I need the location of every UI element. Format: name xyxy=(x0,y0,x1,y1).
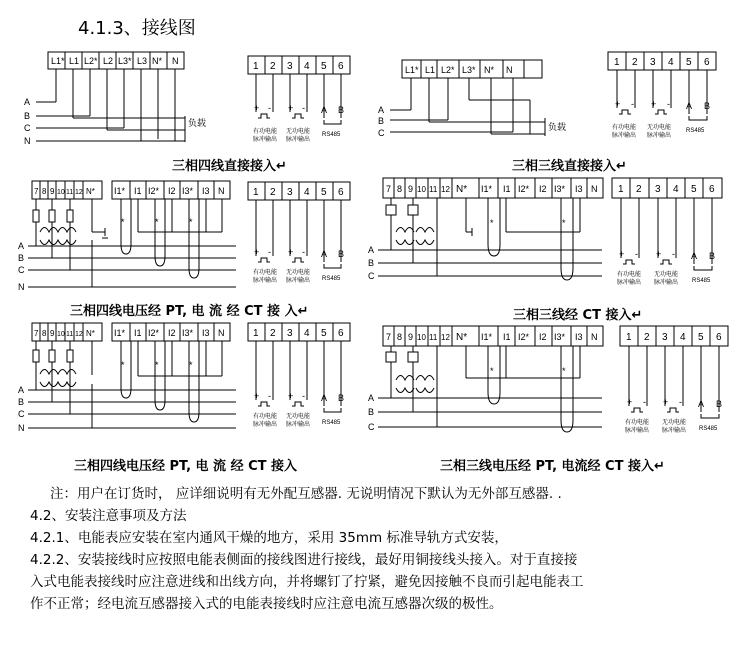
terminal-label: L3* xyxy=(462,65,476,75)
load-label: 负载 xyxy=(548,122,567,132)
rs485-label: RS485 xyxy=(699,426,718,432)
line-label-n: N xyxy=(24,136,31,146)
terminal-label: 2 xyxy=(270,187,276,198)
terminal-label: 9 xyxy=(50,329,55,338)
terminal-label: L1* xyxy=(51,56,65,66)
terminal-label: 7 xyxy=(34,187,39,196)
terminal-label: 12 xyxy=(441,333,450,342)
polarity-star: * xyxy=(562,218,566,228)
rs485-b-label: B xyxy=(704,101,711,111)
terminal-label: L1 xyxy=(425,65,436,75)
terminal-block-ct3 xyxy=(479,326,603,346)
terminal-label: 5 xyxy=(321,187,327,198)
minus-sign: - xyxy=(268,103,271,113)
line-label-n: N xyxy=(18,282,25,292)
caption-3p3w-pt-ct: 三相三线电压经 PT, 电流经 CT 接入↵ xyxy=(440,459,665,474)
pulse-terminal-block xyxy=(608,52,716,70)
plus-sign: + xyxy=(627,397,633,407)
minus-sign: - xyxy=(268,247,271,257)
terminal-label: 8 xyxy=(42,329,47,338)
caption-3p3w-direct: 三相三线直接接入↵ xyxy=(512,159,627,174)
section-4-2-2-line3: 作不正常；经电流互感器接入式的电能表接线时应注意电流互感器次级的极性。 xyxy=(30,596,503,612)
section-4-2-1: 4.2.1、电能表应安装在室内通风干燥的地方，采用 35mm 标准导轨方式安装， xyxy=(30,530,508,546)
line-label-b: B xyxy=(18,397,25,407)
terminal-label: I2* xyxy=(148,186,160,196)
caption-3p4w-pt-ct-2: 三相四线电压经 PT, 电 流 经 CT 接入 xyxy=(74,459,298,474)
polarity-star: * xyxy=(490,218,494,228)
terminal-label: 2 xyxy=(636,184,642,195)
terminal-label: I3* xyxy=(554,184,566,194)
terminal-block-ct4 xyxy=(112,323,230,341)
terminal-label: I3 xyxy=(202,186,210,196)
terminal-label: 1 xyxy=(614,57,620,68)
terminal-label: 6 xyxy=(338,187,344,198)
terminal-label: I3* xyxy=(182,186,194,196)
terminal-label: 5 xyxy=(691,184,697,195)
plus-sign: + xyxy=(288,391,294,401)
terminal-label: 2 xyxy=(644,332,650,343)
terminal-label: N* xyxy=(484,65,495,75)
rs485-a-label: A xyxy=(321,393,328,403)
terminal-label: 6 xyxy=(338,328,344,339)
plus-sign: + xyxy=(254,103,260,113)
active-pulse-label: 脉冲输出 xyxy=(612,133,637,139)
terminal-label: 11 xyxy=(429,185,438,194)
terminal-label: 10 xyxy=(417,333,426,342)
plus-sign: + xyxy=(656,249,662,259)
minus-sign: - xyxy=(672,249,675,259)
terminal-block-pt3 xyxy=(383,326,479,346)
terminal-label: 10 xyxy=(57,189,65,196)
minus-sign: - xyxy=(302,391,305,401)
terminal-label: 11 xyxy=(66,189,74,196)
ordering-note: 注：用户在订货时， 应详细说明有无外配互感器. 无说明情况下默认为无外部互感器. . xyxy=(50,486,562,502)
plus-sign: + xyxy=(651,99,657,109)
polarity-star: * xyxy=(121,217,125,227)
plus-sign: + xyxy=(615,99,621,109)
terminal-label: 5 xyxy=(321,61,327,72)
terminal-label: N* xyxy=(86,329,95,338)
line-label-c: C xyxy=(368,422,375,432)
terminal-label: 4 xyxy=(673,184,679,195)
load-label: 负载 xyxy=(188,118,207,128)
reactive-pulse-label: 无功电能 xyxy=(647,125,672,131)
terminal-label: 3 xyxy=(655,184,661,195)
active-pulse-label: 有功电能 xyxy=(253,414,278,420)
terminal-label: 3 xyxy=(650,57,656,68)
pulse-terminal-block xyxy=(248,182,350,200)
terminal-label: I3* xyxy=(182,328,194,338)
rs485-label: RS485 xyxy=(322,276,341,282)
active-pulse-label: 脉冲输出 xyxy=(253,422,278,428)
polarity-star: * xyxy=(562,366,566,376)
terminal-label: 1 xyxy=(626,332,632,343)
plus-sign: + xyxy=(619,249,625,259)
pulse-terminal-block xyxy=(620,326,728,346)
terminal-label: 12 xyxy=(75,189,83,196)
terminal-label: 1 xyxy=(253,61,259,72)
active-pulse-label: 脉冲输出 xyxy=(253,137,278,143)
terminal-label: 6 xyxy=(716,332,722,343)
rs485-b-label: B xyxy=(338,393,345,403)
minus-sign: - xyxy=(268,391,271,401)
terminal-label: I2* xyxy=(518,332,530,342)
section-heading: 4.1.3、接线图 xyxy=(78,18,196,39)
terminal-label: L2* xyxy=(441,65,455,75)
terminal-label: I3 xyxy=(575,332,583,342)
terminal-label: 5 xyxy=(686,57,692,68)
terminal-block-pt4 xyxy=(32,181,102,199)
terminal-label: 7 xyxy=(386,184,392,194)
plus-sign: + xyxy=(288,247,294,257)
plus-sign: + xyxy=(663,397,669,407)
terminal-label: N* xyxy=(456,332,468,343)
terminal-label: L1 xyxy=(69,56,80,66)
terminal-label: 2 xyxy=(632,57,638,68)
terminal-label: 4 xyxy=(304,187,310,198)
line-label-c: C xyxy=(18,265,25,275)
terminal-label: 4 xyxy=(304,328,310,339)
reactive-pulse-label: 脉冲输出 xyxy=(654,280,679,286)
terminal-label: I1 xyxy=(503,184,511,194)
terminal-label: 1 xyxy=(618,184,624,195)
terminal-block-ct4 xyxy=(112,181,230,199)
line-label-c: C xyxy=(368,271,375,281)
diagram-3p3w-pt-ct xyxy=(368,326,728,434)
terminal-label: N xyxy=(591,332,598,342)
minus-sign: - xyxy=(667,99,670,109)
active-pulse-label: 有功电能 xyxy=(617,272,642,278)
terminal-label: I1 xyxy=(134,186,142,196)
line-label-a: A xyxy=(18,385,25,395)
rs485-b-label: B xyxy=(709,251,716,261)
terminal-label: 2 xyxy=(270,61,276,72)
terminal-label: I3* xyxy=(554,332,566,342)
diagram-3p4w-pt-ct xyxy=(18,181,350,292)
terminal-label: I2 xyxy=(539,184,547,194)
terminal-label: 10 xyxy=(417,185,426,194)
terminal-block-pt3 xyxy=(383,178,479,198)
line-label-b: B xyxy=(368,258,375,268)
polarity-star: * xyxy=(121,360,125,370)
terminal-label: 8 xyxy=(42,187,47,196)
polarity-star: * xyxy=(189,360,193,370)
terminal-block-direct3 xyxy=(402,60,542,78)
minus-sign: - xyxy=(643,397,646,407)
diagram-3p4w-pt-ct-2 xyxy=(18,323,350,433)
reactive-pulse-label: 无功电能 xyxy=(286,129,311,135)
pulse-terminal-block xyxy=(248,323,350,341)
terminal-label: 1 xyxy=(253,187,259,198)
terminal-label: 10 xyxy=(57,331,65,338)
minus-sign: - xyxy=(635,249,638,259)
line-label-a: A xyxy=(24,97,31,107)
line-label-b: B xyxy=(378,116,385,126)
reactive-pulse-label: 脉冲输出 xyxy=(647,133,672,139)
terminal-label: 3 xyxy=(662,332,668,343)
active-pulse-label: 有功电能 xyxy=(625,420,650,426)
section-4-2-2-line2: 入式电能表接线时应注意进线和出线方向，并将螺钉了拧紧，避免因接触不良而引起电能表工 xyxy=(30,574,584,590)
terminal-label: L1* xyxy=(405,65,419,75)
terminal-label: 12 xyxy=(75,331,83,338)
active-pulse-label: 脉冲输出 xyxy=(617,280,642,286)
terminal-label: 2 xyxy=(270,328,276,339)
active-pulse-label: 有功电能 xyxy=(253,270,278,276)
polarity-star: * xyxy=(189,217,193,227)
reactive-pulse-label: 脉冲输出 xyxy=(286,422,311,428)
rs485-b-label: B xyxy=(716,399,723,409)
line-label-a: A xyxy=(378,105,385,115)
terminal-label: L2* xyxy=(84,56,98,66)
terminal-label: 8 xyxy=(397,184,403,194)
terminal-label: N xyxy=(506,65,513,75)
line-label-b: B xyxy=(368,407,375,417)
terminal-label: 7 xyxy=(34,329,39,338)
plus-sign: + xyxy=(254,247,260,257)
reactive-pulse-label: 无功电能 xyxy=(286,414,311,420)
diagram-3p3w-ct xyxy=(368,178,722,286)
minus-sign: - xyxy=(631,99,634,109)
terminal-label: 9 xyxy=(50,187,55,196)
rs485-a-label: A xyxy=(698,399,705,409)
line-label-a: A xyxy=(368,393,375,403)
terminal-block-direct4 xyxy=(48,52,184,69)
active-pulse-label: 有功电能 xyxy=(612,125,637,131)
terminal-label: N xyxy=(218,328,225,338)
terminal-label: 9 xyxy=(408,332,414,342)
active-pulse-label: 有功电能 xyxy=(253,129,278,135)
terminal-label: 1 xyxy=(253,328,259,339)
line-label-n: N xyxy=(18,423,25,433)
reactive-pulse-label: 脉冲输出 xyxy=(662,428,687,434)
terminal-label: I3 xyxy=(202,328,210,338)
pulse-terminal-block xyxy=(248,56,350,74)
caption-3p4w-direct: 三相四线直接接入↵ xyxy=(172,159,287,174)
caption-3p3w-ct: 三相三线经 CT 接入↵ xyxy=(513,308,643,323)
line-label-a: A xyxy=(18,241,25,251)
terminal-label: 8 xyxy=(397,332,403,342)
rs485-label: RS485 xyxy=(692,278,711,284)
rs485-label: RS485 xyxy=(322,132,341,138)
rs485-a-label: A xyxy=(691,251,698,261)
terminal-label: 4 xyxy=(668,57,674,68)
terminal-label: 11 xyxy=(429,333,438,342)
terminal-label: 6 xyxy=(704,57,710,68)
reactive-pulse-label: 无功电能 xyxy=(654,272,679,278)
terminal-label: 11 xyxy=(66,331,74,338)
terminal-block-pt4 xyxy=(32,323,102,341)
terminal-label: 9 xyxy=(408,184,414,194)
rs485-b-label: B xyxy=(338,249,345,259)
terminal-label: I1* xyxy=(481,332,493,342)
line-label-a: A xyxy=(368,245,375,255)
pulse-terminal-block xyxy=(612,178,722,198)
terminal-label: L3 xyxy=(137,56,148,66)
terminal-label: N xyxy=(591,184,598,194)
terminal-label: L2 xyxy=(103,56,114,66)
terminal-label: 5 xyxy=(698,332,704,343)
terminal-label: 12 xyxy=(441,185,450,194)
polarity-star: * xyxy=(155,217,159,227)
terminal-label: I1* xyxy=(114,328,126,338)
polarity-star: * xyxy=(155,360,159,370)
diagram-3p4w-direct xyxy=(24,52,350,146)
minus-sign: - xyxy=(679,397,682,407)
terminal-label: I2 xyxy=(539,332,547,342)
rs485-label: RS485 xyxy=(322,420,341,426)
terminal-label: 3 xyxy=(287,61,293,72)
minus-sign: - xyxy=(302,247,305,257)
rs485-a-label: A xyxy=(686,101,693,111)
reactive-pulse-label: 无功电能 xyxy=(286,270,311,276)
terminal-label: 3 xyxy=(287,187,293,198)
terminal-label: N* xyxy=(456,184,468,195)
section-4-2-2-line1: 4.2.2、安装接线时应按照电能表侧面的接线图进行接线，最好用铜接线头接入。对于直接接 xyxy=(30,552,578,568)
rs485-a-label: A xyxy=(321,105,328,115)
plus-sign: + xyxy=(254,391,260,401)
rs485-a-label: A xyxy=(321,249,328,259)
line-label-b: B xyxy=(24,111,31,121)
terminal-label: 4 xyxy=(680,332,686,343)
plus-sign: + xyxy=(288,103,294,113)
diagram-3p3w-direct xyxy=(378,52,716,139)
reactive-pulse-label: 无功电能 xyxy=(662,420,687,426)
terminal-label: I2* xyxy=(148,328,160,338)
terminal-label: I2 xyxy=(168,328,176,338)
terminal-label: L3* xyxy=(118,56,132,66)
terminal-label: N xyxy=(172,56,179,66)
terminal-label: I3 xyxy=(575,184,583,194)
rs485-label: RS485 xyxy=(686,128,705,134)
terminal-label: 3 xyxy=(287,328,293,339)
terminal-label: 7 xyxy=(386,332,392,342)
reactive-pulse-label: 脉冲输出 xyxy=(286,137,311,143)
terminal-label: 6 xyxy=(709,184,715,195)
line-label-c: C xyxy=(24,123,31,133)
terminal-label: I2* xyxy=(518,184,530,194)
rs485-b-label: B xyxy=(338,105,345,115)
minus-sign: - xyxy=(302,103,305,113)
reactive-pulse-label: 脉冲输出 xyxy=(286,278,311,284)
section-4-2-title: 4.2、安装注意事项及方法 xyxy=(30,508,187,524)
terminal-label: 6 xyxy=(338,61,344,72)
line-label-c: C xyxy=(18,409,25,419)
active-pulse-label: 脉冲输出 xyxy=(253,278,278,284)
terminal-label: I1* xyxy=(114,186,126,196)
polarity-star: * xyxy=(490,366,494,376)
line-label-b: B xyxy=(18,253,25,263)
terminal-block-ct3 xyxy=(479,178,603,198)
terminal-label: N xyxy=(218,186,225,196)
terminal-label: N* xyxy=(152,56,163,66)
terminal-label: N* xyxy=(86,187,95,196)
terminal-label: 5 xyxy=(321,328,327,339)
terminal-label: 4 xyxy=(304,61,310,72)
terminal-label: I1 xyxy=(134,328,142,338)
line-label-c: C xyxy=(378,128,385,138)
active-pulse-label: 脉冲输出 xyxy=(625,428,650,434)
terminal-label: I2 xyxy=(168,186,176,196)
terminal-label: I1* xyxy=(481,184,493,194)
caption-3p4w-pt-ct: 三相四线电压经 PT, 电 流 经 CT 接 入↵ xyxy=(70,304,309,319)
terminal-label: I1 xyxy=(503,332,511,342)
